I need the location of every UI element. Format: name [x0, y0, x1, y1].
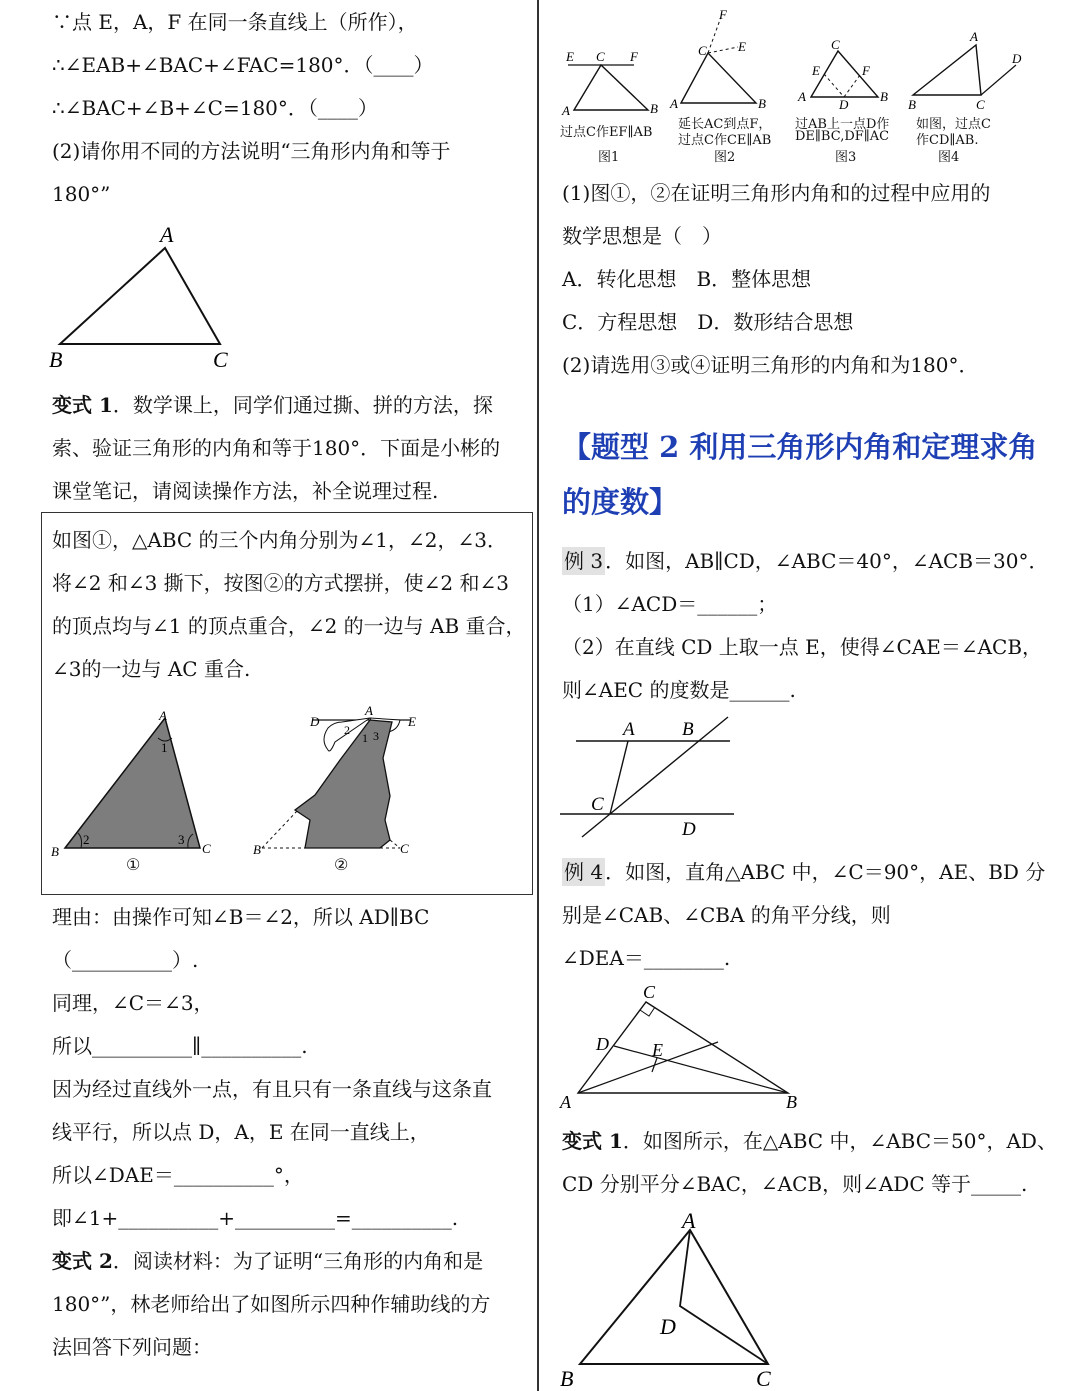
text-line: ∠DEA＝________.: [562, 946, 731, 970]
example-3-line: 例 3 ．如图，AB∥CD，∠ABC＝40°，∠ACB＝30°．: [564, 549, 1049, 573]
text-line: 所以∠DAE＝__________°，: [52, 1163, 304, 1187]
svg-text:1: 1: [161, 740, 168, 755]
figure-caption: 过AB上一点D作: [795, 117, 890, 132]
figure-label: 图4: [938, 150, 960, 165]
svg-text:A: A: [365, 703, 373, 718]
vertex-a-label: A: [160, 222, 174, 247]
svg-text:E: E: [652, 1040, 663, 1060]
text-line: 别是∠CAB、∠CBA 的角平分线，则: [562, 903, 891, 927]
text-line: 课堂笔记，请阅读操作方法，补全说理过程.: [52, 479, 439, 503]
figure-caption: 过点C作EF∥AB: [560, 125, 653, 140]
option-line: C．方程思想 D．数形结合思想: [562, 310, 854, 334]
svg-text:B: B: [682, 719, 694, 740]
triangle-abc-figure: [45, 222, 245, 372]
figure-1-caption: ①: [126, 855, 141, 874]
box-text-line: 将∠2 和∠3 撕下，按图②的方式摆拼，使∠2 和∠3: [52, 571, 510, 595]
svg-text:B: B: [51, 844, 59, 859]
column-divider: [537, 0, 539, 1391]
svg-text:A: A: [623, 719, 635, 740]
svg-text:D: D: [682, 819, 696, 840]
figure-caption: 延长AC到点F，: [678, 117, 772, 132]
svg-text:2: 2: [344, 723, 350, 737]
svg-text:D: D: [839, 97, 849, 112]
svg-text:E: E: [408, 714, 416, 729]
text-line: 180°”，林老师给出了如图所示四种作辅助线的方: [52, 1292, 491, 1316]
svg-text:3: 3: [178, 832, 185, 847]
svg-text:A: A: [670, 96, 678, 111]
figure-2-caption: ②: [334, 855, 349, 874]
svg-text:D: D: [1012, 51, 1022, 66]
auxiliary-line-figures: [556, 5, 1036, 120]
text-line: 法回答下列问题：: [52, 1335, 212, 1359]
variant-label: 变式 2: [52, 1249, 113, 1273]
svg-text:C: C: [698, 43, 707, 58]
svg-text:E: E: [566, 49, 574, 64]
svg-text:B: B: [650, 101, 658, 116]
svg-text:A: A: [560, 1092, 571, 1112]
figure-caption: 过点C作CE∥AB: [678, 133, 772, 148]
svg-text:C: C: [756, 1366, 771, 1391]
text-line: 因为经过直线外一点，有且只有一条直线与这条直: [52, 1077, 492, 1101]
section-heading: 的度数】: [562, 485, 679, 519]
svg-text:A: A: [798, 89, 806, 104]
option-line: A．转化思想 B．整体思想: [562, 267, 812, 291]
box-text-line: 的顶点均与∠1 的顶点重合，∠2 的一边与 AB 重合，: [52, 614, 526, 638]
svg-text:C: C: [400, 841, 409, 856]
svg-text:B: B: [758, 96, 766, 111]
torn-triangle-figure-2: [250, 700, 430, 875]
figure-caption: DE∥BC,DF∥AC: [795, 129, 890, 144]
svg-text:A: A: [159, 708, 167, 723]
figure-label: 图3: [835, 150, 857, 165]
text-line: 同理，∠C＝∠3，: [52, 991, 214, 1015]
figure-caption: 作CD∥AB.: [916, 133, 979, 148]
variant-1-line: 变式 1．数学课上，同学们通过撕、拼的方法，探: [52, 393, 493, 417]
svg-text:B: B: [253, 842, 261, 857]
svg-text:C: C: [831, 37, 840, 52]
text-line: 则∠AEC 的度数是______.: [562, 678, 796, 702]
figure-caption: 如图，过点C: [916, 117, 991, 132]
svg-text:C: C: [591, 794, 604, 815]
section-heading: 【题型 2 利用三角形内角和定理求角: [562, 430, 1038, 464]
figure-label: 图1: [598, 150, 620, 165]
svg-text:B: B: [880, 89, 888, 104]
svg-text:1: 1: [362, 731, 368, 745]
example-label: 例 3: [564, 549, 604, 573]
text-line: 所以__________∥__________.: [52, 1034, 308, 1058]
text-line: CD 分别平分∠BAC，∠ACB，则∠ADC 等于_____.: [562, 1172, 1028, 1196]
text-line: （2）在直线 CD 上取一点 E，使得∠CAE＝∠ACB，: [562, 635, 1043, 659]
svg-text:B: B: [786, 1092, 797, 1112]
text-line: (1)图①，②在证明三角形内角和的过程中应用的: [562, 181, 991, 205]
text-line: (2)请选用③或④证明三角形的内角和为180°．: [562, 353, 979, 377]
text-line: ∴∠EAB+∠BAC+∠FAC=180°．（____）: [52, 53, 434, 77]
figure-label: 图2: [714, 150, 736, 165]
svg-text:F: F: [719, 7, 727, 22]
text-line: 180°”: [52, 182, 111, 206]
text-line: ∴∠BAC+∠B+∠C=180°．（____）: [52, 96, 378, 120]
text-line: ∵点 E，A，F 在同一条直线上（所作），: [52, 10, 418, 34]
angle-bisector-triangle-figure: [556, 1210, 796, 1391]
text-line: 数学思想是（ ）: [562, 224, 722, 248]
svg-text:E: E: [812, 63, 820, 78]
box-text-line: ∠3的一边与 AC 重合.: [52, 657, 251, 681]
example-4-line: 例 4 ．如图，直角△ABC 中，∠C＝90°，AE、BD 分: [564, 860, 1046, 884]
svg-text:D: D: [596, 1034, 609, 1054]
torn-triangle-figure-1: [45, 700, 225, 875]
box-text-line: 如图①，△ABC 的三个内角分别为∠1，∠2，∠3．: [52, 528, 507, 552]
svg-text:D: D: [660, 1314, 676, 1339]
svg-text:F: F: [862, 63, 870, 78]
text-line: （1）∠ACD＝______；: [562, 592, 778, 616]
text-line: （__________）.: [52, 948, 199, 972]
svg-text:C: C: [643, 982, 656, 1002]
vertex-b-label: B: [49, 347, 63, 372]
svg-text:C: C: [596, 49, 605, 64]
svg-text:E: E: [738, 39, 746, 54]
variant-label: 变式 1: [562, 1129, 623, 1153]
svg-text:C: C: [976, 97, 985, 112]
svg-text:A: A: [562, 103, 570, 118]
svg-text:B: B: [560, 1366, 574, 1391]
right-triangle-bisector-figure: [556, 980, 806, 1115]
text-line: 理由：由操作可知∠B＝∠2，所以 AD∥BC: [52, 905, 430, 929]
svg-text:F: F: [630, 49, 638, 64]
text-line: 线平行，所以点 D，A，E 在同一直线上，: [52, 1120, 430, 1144]
svg-text:A: A: [970, 29, 978, 44]
svg-text:D: D: [310, 714, 320, 729]
svg-text:A: A: [682, 1210, 696, 1233]
vertex-c-label: C: [213, 347, 228, 372]
example-label: 例 4: [564, 860, 604, 884]
variant-2-line: 变式 2．阅读材料：为了证明“三角形的内角和是: [52, 1249, 484, 1273]
variant-label: 变式 1: [52, 393, 113, 417]
svg-text:3: 3: [373, 729, 379, 743]
text-line: (2)请你用不同的方法说明“三角形内角和等于: [52, 139, 451, 163]
variant-1-right-line: 变式 1．如图所示，在△ABC 中，∠ABC＝50°，AD、: [562, 1129, 1057, 1153]
svg-text:2: 2: [83, 832, 90, 847]
text-line: 索、验证三角形的内角和等于180°．下面是小彬的: [52, 436, 501, 460]
svg-text:B: B: [908, 97, 916, 112]
svg-text:C: C: [202, 841, 211, 856]
text-line: 即∠1+__________+__________=__________.: [52, 1206, 459, 1230]
parallel-lines-figure: [560, 715, 760, 845]
